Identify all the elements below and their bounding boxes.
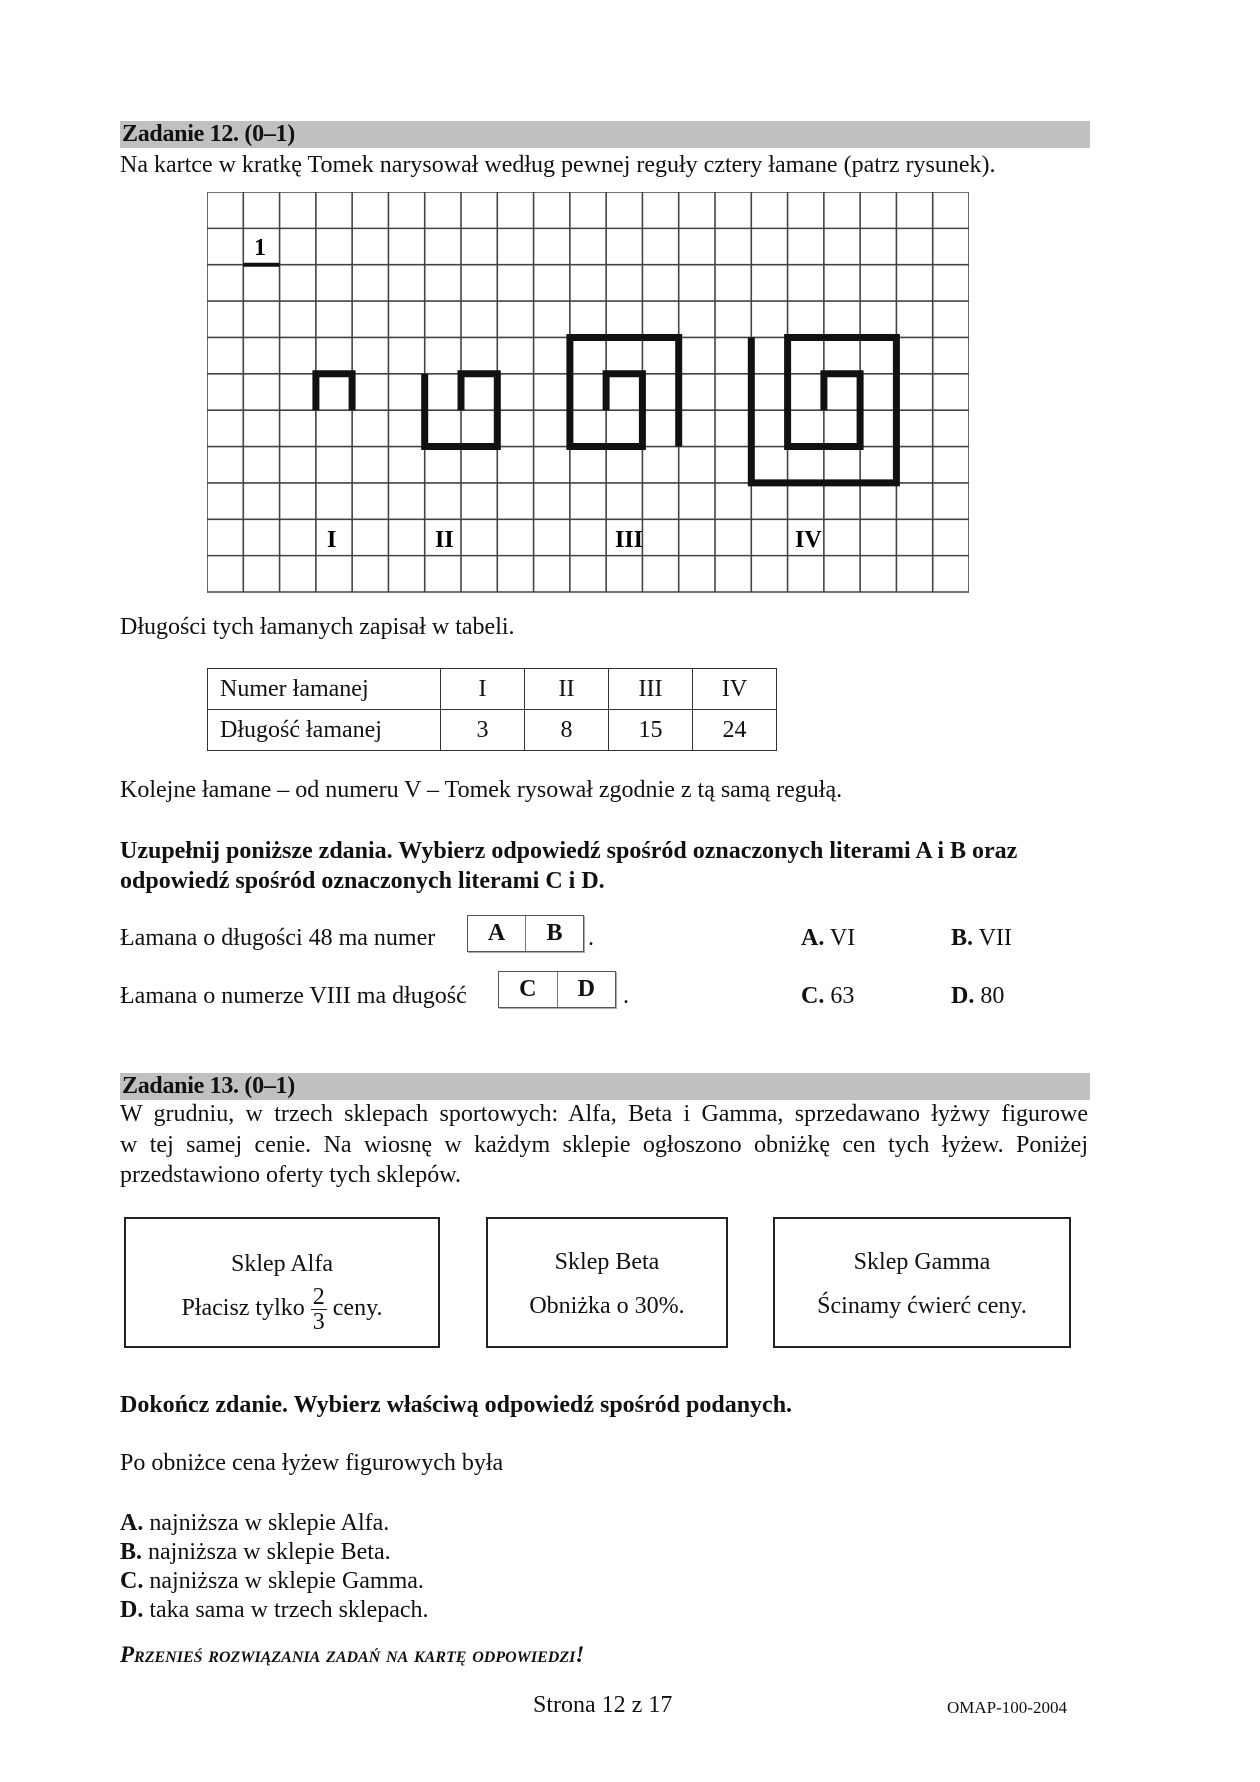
shop-alfa-name: Sklep Alfa [231,1251,333,1277]
sentence-1-end: . [588,925,594,951]
task-13-option-c[interactable]: C. najniższa w sklepie Gamma. [120,1568,424,1594]
sentence-2-end: . [623,983,629,1009]
task-13-option-b[interactable]: B. najniższa w sklepie Beta. [120,1539,391,1565]
shop-gamma-offer: Ścinamy ćwierć ceny. [817,1293,1027,1319]
answer-choice-c[interactable]: C [519,976,537,1002]
task-12-header-bar [120,121,1090,148]
task-13-header-bar [120,1073,1090,1100]
answer-box-cd[interactable] [498,971,616,1008]
polylines-grid-figure [207,192,969,594]
transfer-notice: Przenieś rozwiązania zadań na kartę odpowiedzi! [120,1642,585,1667]
table-cell: 8 [525,710,609,751]
shop-beta-box [486,1217,728,1348]
shop-gamma-name: Sklep Gamma [853,1249,991,1275]
answer-choice-b[interactable]: B [525,916,583,951]
row-header: Długość łamanej [208,710,441,751]
shop-alfa-box [124,1217,440,1348]
polyline-III [570,338,679,447]
task-13-option-d[interactable]: D. taka sama w trzech sklepach. [120,1597,429,1623]
table-intro: Długości tych łamanych zapisał w tabeli. [120,614,515,640]
sentence-2: Łamana o numerze VIII ma długość [120,983,467,1009]
instruction-line-2: odpowiedź spośród oznaczonych literami C i D. [120,868,605,894]
polyline-I [316,374,352,410]
table-cell: 3 [441,710,525,751]
table-cell: IV [693,669,777,710]
task-13-option-a[interactable]: A. najniższa w sklepie Alfa. [120,1510,390,1536]
table-cell: 15 [609,710,693,751]
continuation-text: Kolejne łamane – od numeru V – Tomek rysował zgodnie z tą samą regułą. [120,777,843,803]
task-13-intro: W grudniu, w trzech sklepach sportowych: Alfa, Beta i Gamma, sprzedawano łyżwy figurowe w tej samej cenie. Na wiosnę w każdym sklepie ogłoszono obniżkę cen tych łyżew. Poniżej przedstawiono oferty tych sklepów. [120,1101,1088,1188]
shop-beta-offer: Obniżka o 30%. [529,1293,685,1319]
table-cell: III [609,669,693,710]
unit-label: 1 [254,235,266,261]
task-13-instruction: Dokończ zdanie. Wybierz właściwą odpowiedź spośród podanych. [120,1392,793,1418]
task-13-stem: Po obniżce cena łyżew figurowych była [120,1450,504,1476]
fraction-two-thirds: $\frac{2}{3}$ [312,1284,325,1335]
instruction-line-1: Uzupełnij poniższe zdania. Wybierz odpowiedź spośród oznaczonych literami A i B oraz [120,838,1018,864]
task-12-header: Zadanie 12. (0–1) [122,121,295,147]
shop-gamma-box [773,1217,1071,1348]
label-IV: IV [795,527,822,553]
document-code: OMAP-100-2004 [947,1698,1067,1717]
option-a: A. VI [801,925,856,951]
sentence-1: Łamana o długości 48 ma numer [120,925,436,951]
label-II: II [435,527,454,553]
option-c: C. 63 [801,983,855,1009]
option-b: B. VII [951,925,1012,951]
answer-choice-d[interactable]: D [557,972,616,1007]
answer-box-ab[interactable] [467,915,584,952]
table-row [208,669,777,710]
option-d: D. 80 [951,983,1005,1009]
task-13-header: Zadanie 13. (0–1) [122,1073,295,1099]
table-cell: I [441,669,525,710]
lengths-table [207,668,777,751]
shop-alfa-offer: Płacisz tylko $\frac{2}{3}$ ceny. [181,1284,383,1335]
table-cell: II [525,669,609,710]
label-III: III [615,527,644,553]
shop-beta-name: Sklep Beta [554,1249,660,1275]
table-cell: 24 [693,710,777,751]
label-I: I [327,527,337,553]
answer-choice-a[interactable]: A [487,920,506,946]
row-header: Numer łamanej [208,669,441,710]
page-number: Strona 12 z 17 [533,1692,673,1718]
task-12-intro: Na kartce w kratkę Tomek narysował według pewnej reguły cztery łamane (patrz rysunek). [120,152,996,178]
table-row [208,710,777,751]
